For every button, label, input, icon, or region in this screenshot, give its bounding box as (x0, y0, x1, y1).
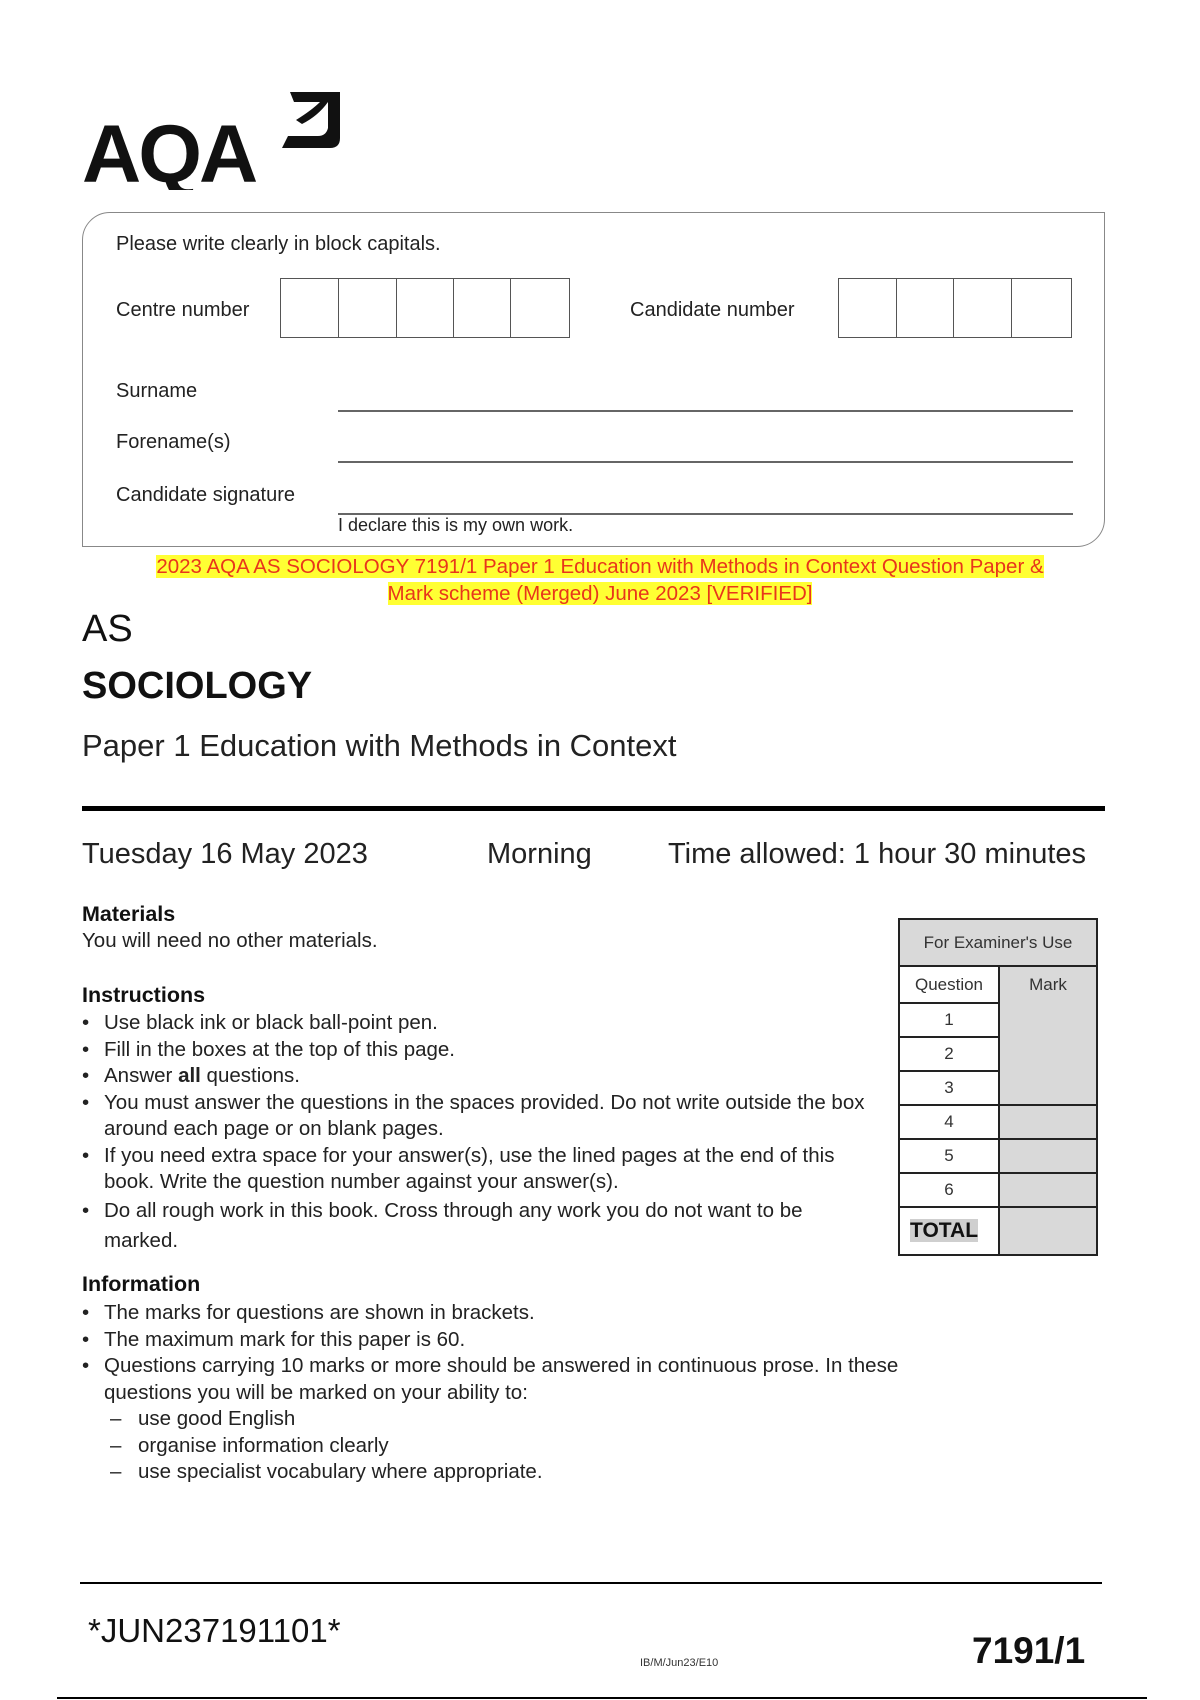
centre-number-label: Centre number (116, 299, 250, 321)
reference-code: IB/M/Jun23/E10 (640, 1657, 719, 1669)
banner-line-1: 2023 AQA AS SOCIOLOGY 7191/1 Paper 1 Education with Methods in Context Question Paper & (156, 555, 1044, 578)
subject-title: SOCIOLOGY (82, 665, 313, 707)
question-number: 6 (899, 1173, 999, 1207)
list-item (82, 1063, 882, 1090)
question-number: 2 (899, 1037, 999, 1071)
level: AS (82, 608, 133, 650)
form-instruction: Please write clearly in block capitals. (116, 233, 441, 255)
sub-list-item: – use good English (82, 1406, 902, 1433)
barcode-text: *JUN237191101* (88, 1612, 341, 1649)
document-title-banner (0, 553, 1200, 607)
list-item: • The marks for questions are shown in brackets. (82, 1300, 902, 1327)
question-number: 3 (899, 1071, 999, 1105)
emphasis: all (178, 1064, 201, 1087)
instructions-list (82, 1010, 882, 1256)
paper-code: 7191/1 (972, 1630, 1086, 1671)
question-number: 4 (899, 1105, 999, 1139)
forename-label: Forename(s) (116, 431, 231, 453)
question-number: 5 (899, 1139, 999, 1173)
total-mark-cell[interactable] (999, 1207, 1097, 1255)
information-heading: Information (82, 1272, 201, 1296)
instructions-heading: Instructions (82, 983, 206, 1007)
forename-input[interactable] (338, 461, 1073, 463)
list-item: • If you need extra space for your answer(s), use the lined pages at the end of this book. Write the question number against your answer(s). (82, 1143, 882, 1196)
mark-header: Mark (999, 966, 1097, 1105)
mark-cell[interactable] (999, 1139, 1097, 1173)
examiner-table-title: For Examiner's Use (899, 919, 1097, 966)
svg-text:AQA: AQA (82, 109, 256, 190)
declaration-text: I declare this is my own work. (338, 515, 574, 535)
sub-list-item: – use specialist vocabulary where appropriate. (82, 1459, 902, 1486)
surname-label: Surname (116, 380, 198, 402)
examiner-use-table (898, 918, 1098, 1256)
footer-divider (80, 1582, 1102, 1584)
list-item: • The maximum mark for this paper is 60. (82, 1327, 902, 1354)
candidate-number-label: Candidate number (630, 299, 795, 321)
list-item-text: Answer (104, 1064, 179, 1087)
candidate-number-input[interactable] (838, 278, 1072, 338)
exam-session: Morning (487, 838, 592, 870)
aqa-logo (82, 90, 352, 190)
materials-heading: Materials (82, 902, 176, 926)
list-item-text: questions. (200, 1064, 301, 1087)
list-item: • Fill in the boxes at the top of this page. (82, 1037, 882, 1064)
signature-label: Candidate signature (116, 484, 296, 506)
list-item: • Questions carrying 10 marks or more should be answered in continuous prose. In these questions you will be marked on your ability to: (82, 1353, 902, 1406)
banner-line-2: Mark scheme (Merged) June 2023 [VERIFIED] (387, 582, 813, 605)
mark-cell[interactable] (999, 1105, 1097, 1139)
time-allowed: Time allowed: 1 hour 30 minutes (668, 838, 1087, 870)
exam-date: Tuesday 16 May 2023 (82, 838, 368, 870)
mark-cell[interactable] (999, 1173, 1097, 1207)
paper-title: Paper 1 Education with Methods in Context (82, 728, 677, 763)
materials-text: You will need no other materials. (82, 929, 378, 952)
total-label: TOTAL (910, 1219, 979, 1242)
divider (82, 806, 1105, 811)
list-item: • Use black ink or black ball-point pen. (82, 1010, 882, 1037)
centre-number-input[interactable] (280, 278, 570, 338)
information-list (82, 1300, 902, 1486)
list-item: • You must answer the questions in the spaces provided. Do not write outside the box around each page or on blank pages. (82, 1090, 882, 1143)
page-bottom-line (57, 1697, 1147, 1699)
list-item: • Do all rough work in this book. Cross through any work you do not want to be marked. (82, 1196, 882, 1256)
question-number: 1 (899, 1003, 999, 1037)
surname-input[interactable] (338, 410, 1073, 412)
question-header: Question (899, 966, 999, 1003)
sub-list-item: – organise information clearly (82, 1433, 902, 1460)
